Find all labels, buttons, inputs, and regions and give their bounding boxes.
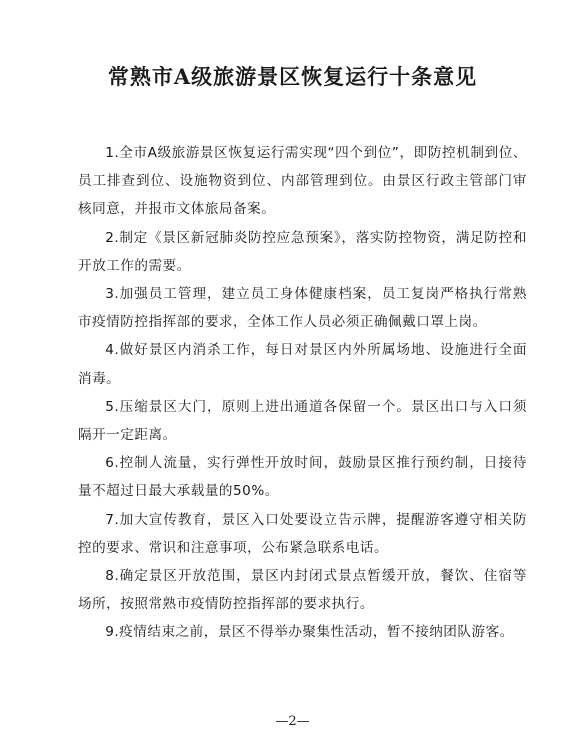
list-item: 2.制定《景区新冠肺炎防控应急预案》，落实防控物资，满足防控和开放工作的需要。 bbox=[78, 229, 527, 274]
document-title: 常熟市A级旅游景区恢复运行十条意见 bbox=[107, 64, 478, 89]
page-number: —2— bbox=[275, 714, 310, 729]
document-body bbox=[78, 139, 527, 647]
list-item: 7.加大宣传教育，景区入口处要设立告示牌，提醒游客遵守相关防控的要求、常识和注意事项，公布紧急联系电话。 bbox=[78, 511, 527, 556]
list-item: 4.做好景区内消杀工作，每日对景区内外所属场地、设施进行全面消毒。 bbox=[78, 342, 527, 387]
list-item: 5.压缩景区大门，原则上进出通道各保留一个。景区出口与入口须隔开一定距离。 bbox=[78, 398, 527, 444]
list-item: 8.确定景区开放范围，景区内封闭式景点暂缓开放，餐饮、住宿等场所，按照常熟市疫情防控指挥部的要求执行。 bbox=[78, 568, 527, 613]
list-item: 3.加强员工管理，建立员工身体健康档案，员工复岗严格执行常熟市疫情防控指挥部的要求，全体工作人员必须正确佩戴口罩上岗。 bbox=[78, 286, 527, 331]
list-item: 9.疫情结束之前，景区不得举办聚集性活动，暂不接纳团队游客。 bbox=[105, 624, 514, 641]
list-item: 1.全市A级旅游景区恢复运行需实现“四个到位”，即防控机制到位、员工排查到位、设施物资到位、内部管理到位。由景区行政主管部门审核同意，并报市文体旅局备案。 bbox=[78, 145, 527, 218]
list-item: 6.控制人流量，实行弹性开放时间，鼓励景区推行预约制，日接待量不超过日最大承载量的50%。 bbox=[78, 455, 527, 500]
